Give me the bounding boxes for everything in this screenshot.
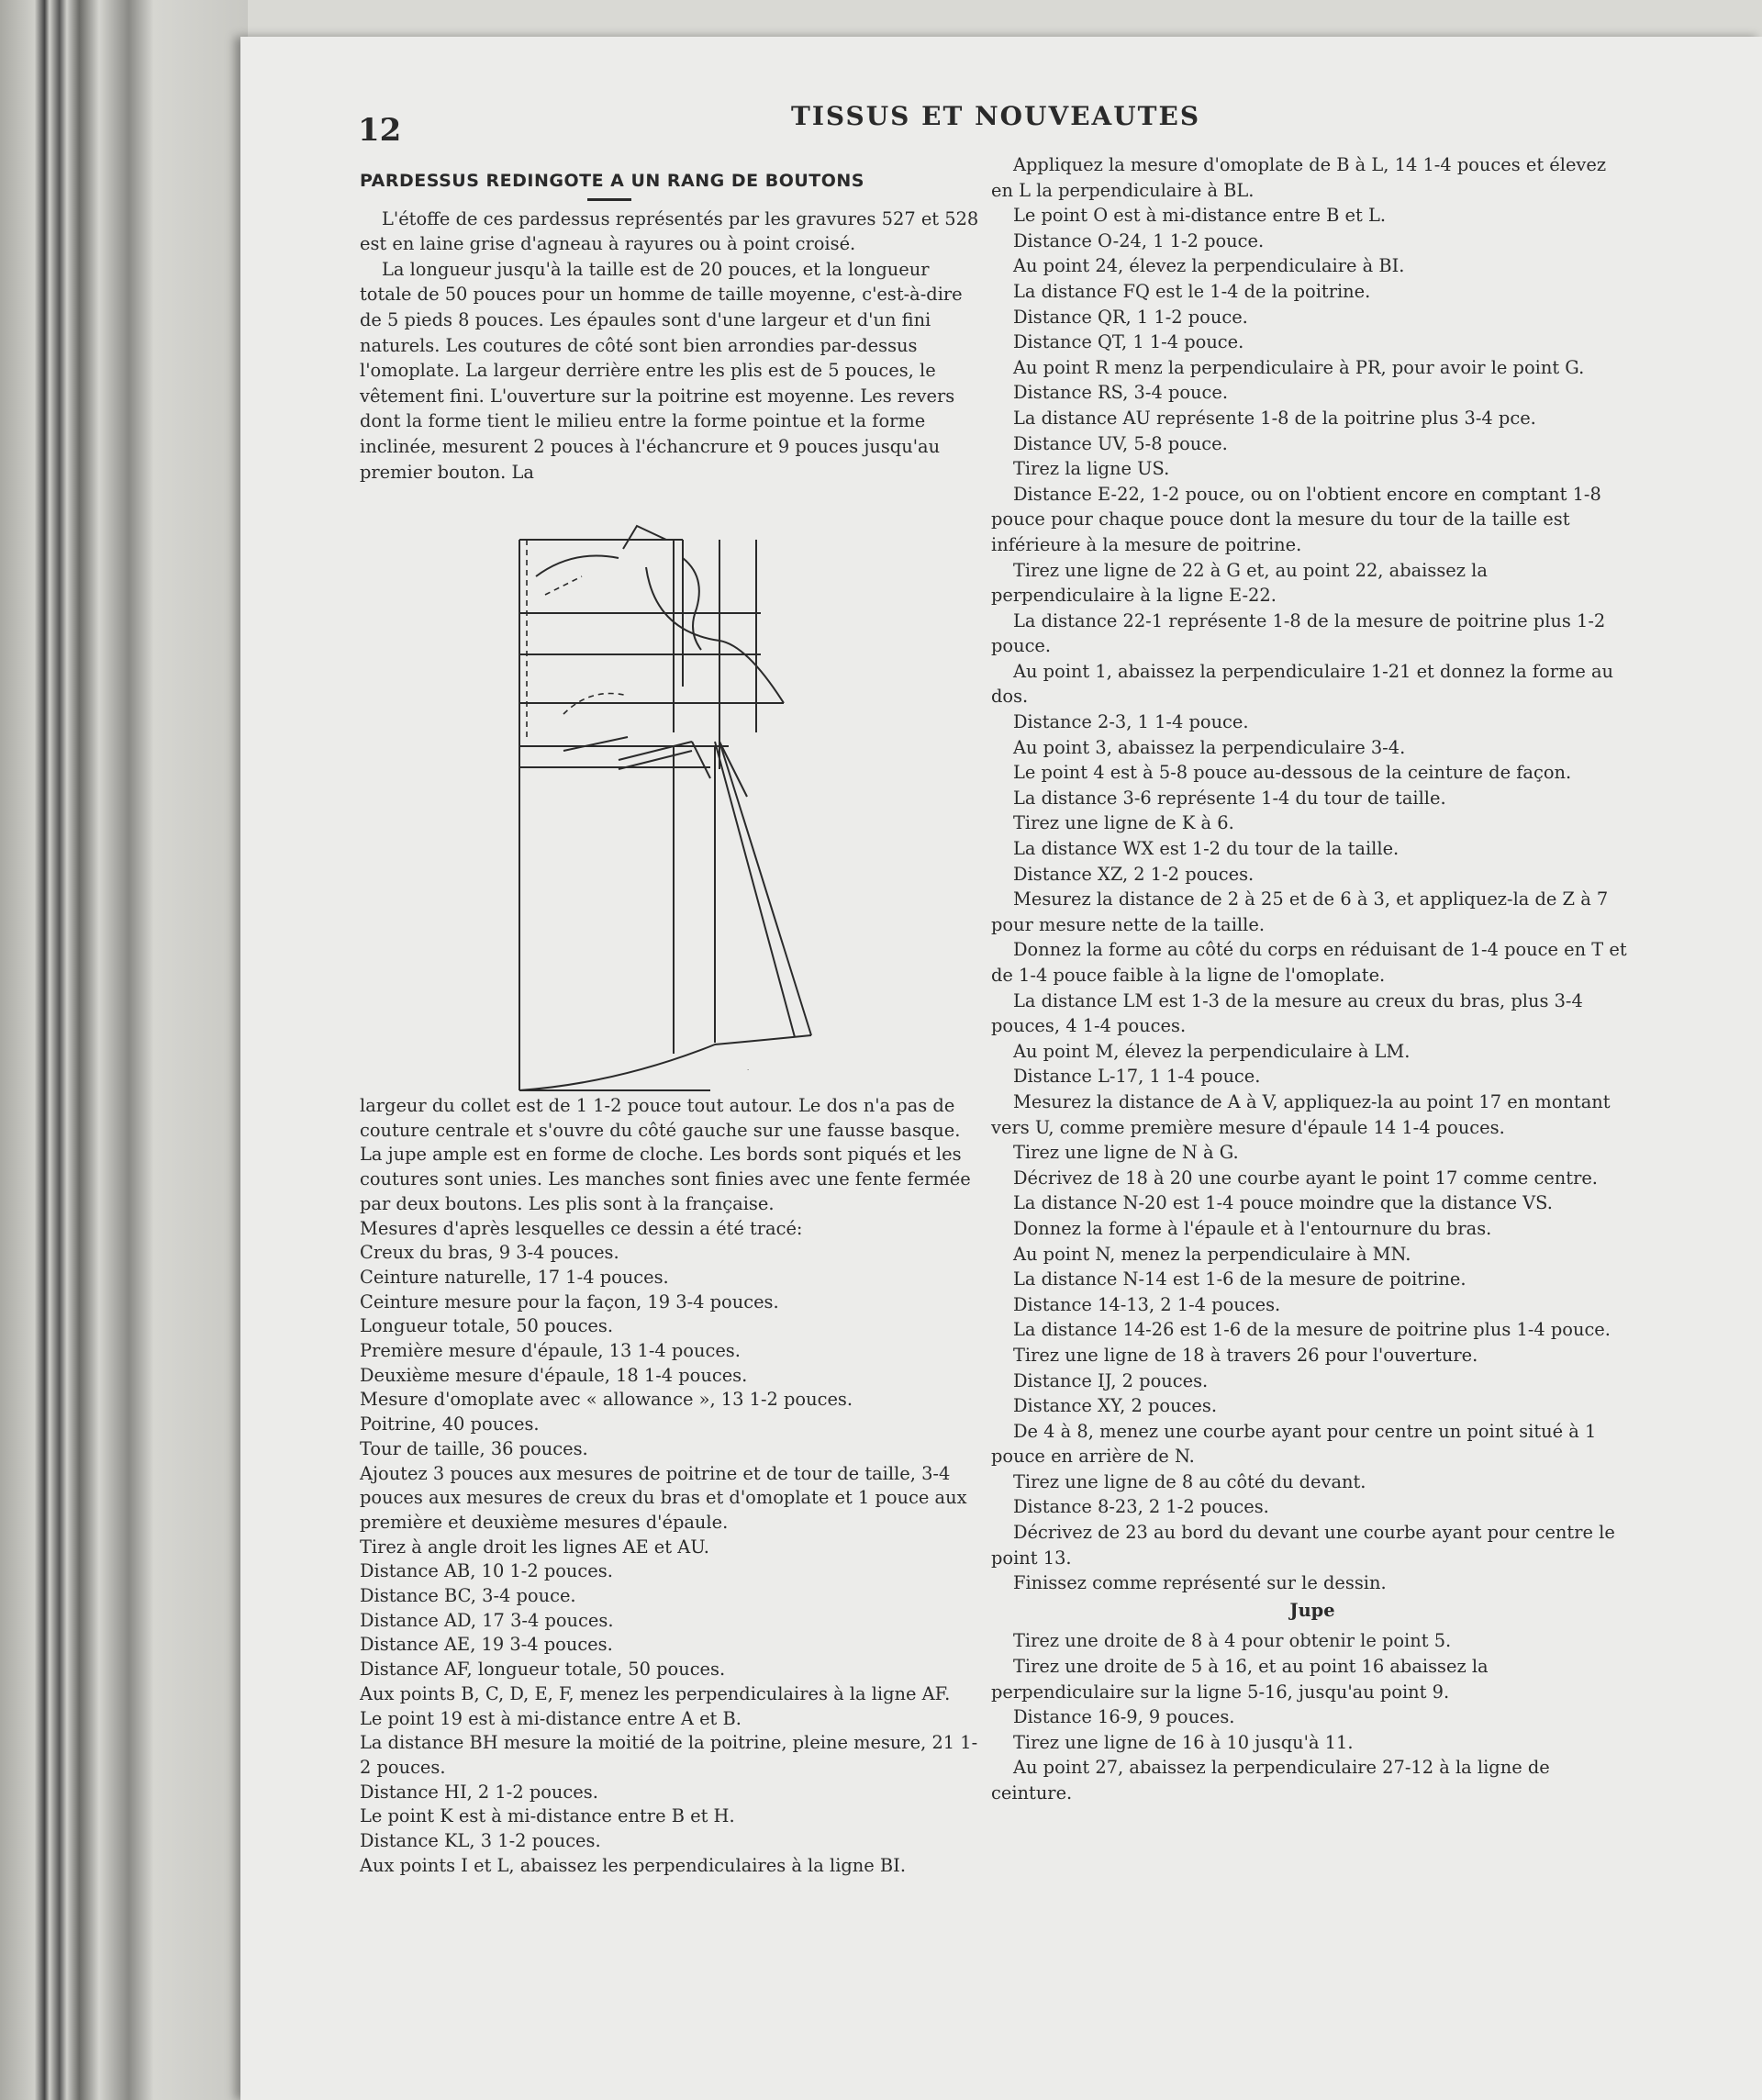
body-paragraph: Tirez une ligne de N à G. [1013, 1142, 1239, 1164]
body-paragraph: Distance XZ, 2 1-2 pouces. [1013, 863, 1255, 885]
body-paragraph: Finissez comme représenté sur le dessin. [1013, 1572, 1387, 1594]
body-paragraph: Tirez la ligne US. [1013, 458, 1170, 480]
body-paragraph: Au point 27, abaissez la perpendiculaire 27-12 à la ligne de ceinture. [991, 1757, 1550, 1804]
body-paragraph: Le point O est à mi-distance entre B et L. [1013, 205, 1387, 227]
measurement-line: Longueur totale, 50 pouces. [360, 1315, 614, 1337]
measurement-line: Poitrine, 40 pouces. [360, 1413, 540, 1435]
body-paragraph: Distance L-17, 1 1-4 pouce. [1013, 1066, 1261, 1088]
body-paragraph: Distance 2-3, 1 1-4 pouce. [1013, 711, 1249, 733]
body-paragraph: La distance 14-26 est 1-6 de la mesure de poitrine plus 1-4 pouce. [1013, 1319, 1611, 1341]
body-paragraph: Au point N, menez la perpendiculaire à MN. [1013, 1243, 1411, 1265]
page-number: 12 [358, 112, 402, 149]
section-heading-jupe: Jupe [1289, 1599, 1335, 1621]
left-column-top [360, 169, 984, 485]
svg-text:·: · [747, 1067, 750, 1074]
body-paragraph: Mesures d'après lesquelles ce dessin a été tracé: [360, 1217, 803, 1239]
body-paragraph: La distance WX est 1-2 du tour de la taille. [1013, 838, 1400, 860]
body-paragraph: De 4 à 8, menez une courbe ayant pour centre un point situé à 1 pouce en arrière de N. [991, 1420, 1597, 1468]
measurement-line: Tour de taille, 36 pouces. [360, 1437, 588, 1459]
title-rule [587, 198, 631, 201]
body-paragraph: Tirez une ligne de 22 à G et, au point 22, abaissez la perpendiculaire à la ligne E-22. [991, 559, 1488, 607]
body-paragraph: Aux points B, C, D, E, F, menez les perpendiculaires à la ligne AF. [360, 1682, 951, 1704]
body-paragraph: Distance HI, 2 1-2 pouces. [360, 1781, 598, 1803]
body-paragraph: Distance IJ, 2 pouces. [1013, 1369, 1209, 1391]
body-paragraph: Au point 3, abaissez la perpendiculaire 3-4. [1013, 736, 1406, 758]
intro-paragraph: L'étoffe de ces pardessus représentés par les gravures 527 et 528 est en laine grise d'agneau à rayures ou à point croisé. [360, 207, 979, 255]
body-paragraph: Distance UV, 5-8 pouce. [1013, 432, 1228, 454]
body-paragraph: La distance N-20 est 1-4 pouce moindre que la distance VS. [1013, 1192, 1553, 1214]
measurement-line: Ceinture mesure pour la façon, 19 3-4 pouces. [360, 1290, 779, 1312]
body-paragraph: Le point 4 est à 5-8 pouce au-dessous de la ceinture de façon. [1013, 762, 1572, 784]
body-paragraph: La distance BH mesure la moitié de la poitrine, pleine mesure, 21 1-2 pouces. [360, 1732, 978, 1778]
body-paragraph: La distance 3-6 représente 1-4 du tour de taille. [1013, 787, 1446, 809]
left-column-bottom [360, 1094, 984, 1879]
right-column [991, 152, 1634, 1806]
body-paragraph: Distance AE, 19 3-4 pouces. [360, 1634, 613, 1656]
body-paragraph: Aux points I et L, abaissez les perpendiculaires à la ligne BI. [360, 1854, 907, 1876]
body-paragraph: Distance AD, 17 3-4 pouces. [360, 1609, 614, 1631]
body-paragraph: largeur du collet est de 1 1-2 pouce tout autour. Le dos n'a pas de couture centrale et s'ouvre du côté gauche sur une fausse basque. La jupe ample est en forme de cloche. Les bords sont piqués et les coutures sont unies. Les manches sont finies avec une fente fermée par deux boutons. Les plis sont à la française. [360, 1095, 971, 1214]
body-paragraph: Tirez à angle droit les lignes AE et AU. [360, 1536, 709, 1558]
body-paragraph: Distance XY, 2 pouces. [1013, 1395, 1217, 1417]
measurement-line: Ceinture naturelle, 17 1-4 pouces. [360, 1266, 669, 1288]
body-paragraph: Le point K est à mi-distance entre B et H. [360, 1805, 735, 1827]
body-paragraph: La distance FQ est le 1-4 de la poitrine. [1013, 280, 1371, 302]
measurement-line: Première mesure d'épaule, 13 1-4 pouces. [360, 1340, 741, 1362]
body-paragraph: Distance 14-13, 2 1-4 pouces. [1013, 1293, 1281, 1315]
body-paragraph: Distance AB, 10 1-2 pouces. [360, 1560, 613, 1582]
body-paragraph: Distance KL, 3 1-2 pouces. [360, 1830, 601, 1852]
intro-paragraph: La longueur jusqu'à la taille est de 20 pouces, et la longueur totale de 50 pouces pour un homme de taille moyenne, c'est-à-dire de 5 pieds 8 pouces. Les épaules sont d'une largeur et d'un fini naturels. Les coutures de côté sont bien arrondies par-dessus l'omoplate. La largeur derrière entre les plis est de 5 pouces, le vêtement fini. L'ouverture sur la poitrine est moyenne. Les revers dont la forme tient le milieu entre la forme pointue et la forme inclinée, mesurent 2 pouces à l'échancrure et 9 pouces jusqu'au premier bouton. La [360, 258, 963, 483]
measurement-line: Creux du bras, 9 3-4 pouces. [360, 1242, 619, 1264]
body-paragraph: Appliquez la mesure d'omoplate de B à L, 14 1-4 pouces et élevez en L la perpendiculaire à BL. [991, 154, 1607, 201]
body-paragraph: Tirez une ligne de K à 6. [1013, 812, 1234, 834]
body-paragraph: Décrivez de 18 à 20 une courbe ayant le point 17 comme centre. [1013, 1167, 1598, 1189]
pattern-diagram [508, 521, 835, 1092]
body-paragraph: Décrivez de 23 au bord du devant une courbe ayant pour centre le point 13. [991, 1522, 1615, 1569]
body-paragraph: Distance E-22, 1-2 pouce, ou on l'obtient encore en comptant 1-8 pouce pour chaque pouce dont la mesure du tour de la taille est inférieure à la mesure de poitrine. [991, 483, 1601, 555]
body-paragraph: Mesurez la distance de A à V, appliquez-la au point 17 en montant vers U, comme première mesure d'épaule 14 1-4 pouces. [991, 1090, 1611, 1138]
measurement-line: Mesure d'omoplate avec « allowance », 13 1-2 pouces. [360, 1389, 853, 1411]
body-paragraph: Distance QT, 1 1-4 pouce. [1013, 331, 1244, 353]
body-paragraph: Donnez la forme au côté du corps en réduisant de 1-4 pouce en T et de 1-4 pouce faible à la ligne de l'omoplate. [991, 939, 1627, 986]
body-paragraph: Au point 1, abaissez la perpendiculaire 1-21 et donnez la forme au dos. [991, 660, 1614, 708]
body-paragraph: Au point M, élevez la perpendiculaire à LM. [1013, 1040, 1411, 1062]
body-paragraph: Donnez la forme à l'épaule et à l'entournure du bras. [1013, 1217, 1492, 1239]
body-paragraph: Le point 19 est à mi-distance entre A et B. [360, 1707, 742, 1729]
body-paragraph: Tirez une ligne de 18 à travers 26 pour l'ouverture. [1013, 1344, 1478, 1366]
article-title: PARDESSUS REDINGOTE A UN RANG DE BOUTONS [360, 171, 864, 191]
body-paragraph: Distance AF, longueur totale, 50 pouces. [360, 1659, 726, 1681]
book-page-edges [0, 0, 248, 2100]
body-paragraph: Au point R menz la perpendiculaire à PR, pour avoir le point G. [1013, 356, 1585, 378]
book-page [240, 37, 1762, 2100]
body-paragraph: La distance N-14 est 1-6 de la mesure de poitrine. [1013, 1268, 1466, 1290]
body-paragraph: La distance 22-1 représente 1-8 de la mesure de poitrine plus 1-2 pouce. [991, 609, 1606, 657]
body-paragraph: Au point 24, élevez la perpendiculaire à BI. [1013, 255, 1405, 277]
body-paragraph: Mesurez la distance de 2 à 25 et de 6 à 3, et appliquez-la de Z à 7 pour mesure nette de la taille. [991, 888, 1609, 935]
body-paragraph: Ajoutez 3 pouces aux mesures de poitrine et de tour de taille, 3-4 pouces aux mesures de creux du bras et d'omoplate et 1 pouce aux première et deuxième mesures d'épaule. [360, 1462, 967, 1533]
running-title: TISSUS ET NOUVEAUTES [791, 101, 1201, 131]
body-paragraph: Distance BC, 3-4 pouce. [360, 1585, 576, 1607]
body-paragraph: Tirez une ligne de 8 au côté du devant. [1013, 1470, 1366, 1492]
body-paragraph: Tirez une ligne de 16 à 10 jusqu'à 11. [1013, 1731, 1354, 1753]
body-paragraph: Distance 16-9, 9 pouces. [1013, 1706, 1235, 1728]
measurement-line: Deuxième mesure d'épaule, 18 1-4 pouces. [360, 1364, 748, 1386]
body-paragraph: Distance QR, 1 1-2 pouce. [1013, 306, 1248, 328]
body-paragraph: La distance LM est 1-3 de la mesure au creux du bras, plus 3-4 pouces, 4 1-4 pouces. [991, 989, 1583, 1037]
body-paragraph: La distance AU représente 1-8 de la poitrine plus 3-4 pce. [1013, 407, 1536, 429]
body-paragraph: Tirez une droite de 5 à 16, et au point 16 abaissez la perpendiculaire sur la ligne 5-16, jusqu'au point 9. [991, 1656, 1489, 1703]
body-paragraph: Tirez une droite de 8 à 4 pour obtenir le point 5. [1013, 1630, 1452, 1652]
body-paragraph: Distance O-24, 1 1-2 pouce. [1013, 229, 1265, 251]
body-paragraph: Distance 8-23, 2 1-2 pouces. [1013, 1496, 1269, 1518]
body-paragraph: Distance RS, 3-4 pouce. [1013, 382, 1229, 404]
